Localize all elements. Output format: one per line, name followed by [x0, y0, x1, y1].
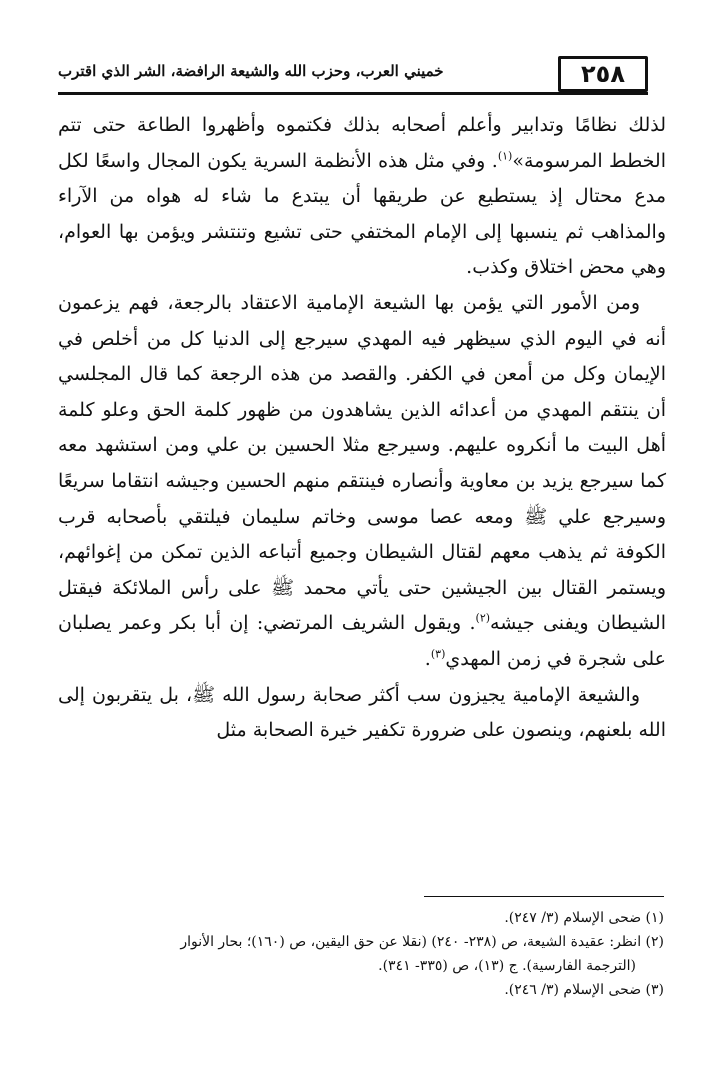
paragraph-2-end: .: [424, 647, 431, 670]
footnote-3: (٣) ضحى الإسلام (٣/ ٢٤٦).: [504, 982, 664, 998]
body-text: [58, 108, 666, 749]
page-number: ٢٥٨: [558, 56, 648, 92]
footnote-ref-1: (١): [497, 149, 513, 163]
paragraph-3: والشيعة الإمامية يجيزون سب أكثر صحابة رسول الله ﷺ، بل يتقربون إلى الله بلعنهم، وينصون على ضرورة تكفير خيرة الصحابة مثل: [58, 683, 666, 742]
footnote-rule: [424, 896, 664, 897]
footnote-ref-2: (٢): [475, 611, 491, 625]
page-header: [58, 56, 648, 92]
paragraph-1-rest: . وفي مثل هذه الأنظمة السرية يكون المجال واسعًا لكل مدع محتال إذ يستطيع عن طريقها أن يبتدع ما شاء له هواه من الآراء والمذاهب ثم ينسبها إلى الإمام المختفي حتى تشيع وتنتشر ويؤمن بها العوام، وهي محض اختلاق وكذب.: [58, 149, 666, 279]
header-rule: [58, 92, 648, 95]
footnote-ref-3: (٣): [430, 647, 446, 661]
footnotes: [58, 906, 664, 1002]
paragraph-1-text: لذلك نظامًا وتدابير وأعلم أصحابه بذلك فكتموه وأظهروا الطاعة حتى تتم الخطط المرسومة»: [58, 114, 666, 172]
running-title: خميني العرب، وحزب الله والشيعة الرافضة، الشر الذي اقترب: [58, 62, 444, 80]
paragraph-2: [58, 286, 666, 678]
footnote-1: (١) ضحى الإسلام (٣/ ٢٤٧).: [504, 910, 664, 926]
paragraph-2-text: ومن الأمور التي يؤمن بها الشيعة الإمامية الاعتقاد بالرجعة، فهم يزعمون أنه في اليوم الذي سيظهر فيه المهدي سيرجع إلى الدنيا كل من أخلص في الإيمان وكل من أمعن في الكفر. والقصد من هذه الرجعة كما قال المجلسي أن ينتقم المهدي من أعدائه الذين يشاهدون من ظهور كلمة الحق وعلو كلمة أهل البيت ما أنكروه عليهم. وسيرجع مثلا الحسين بن علي ومن استشهد معه كما سيرجع يزيد بن معاوية وأنصاره فينتقم منهم الحسين وجيشه انتقاما سريعًا وسيرجع علي ﷺ ومعه عصا موسى وخاتم سليمان فيلتقي بأصحابه قرب الكوفة ثم يذهب معهم لقتال الشيطان وجميع أتباعه الذين تمكن من إغوائهم، ويستمر القتال بين الجيشين حتى يأتي محمد ﷺ على رأس الملائكة فيقتل الشيطان ويفنى جيشه: [58, 291, 666, 635]
footnote-2: (٢) انظر: عقيدة الشيعة، ص (٢٣٨- ٢٤٠) (نقلا عن حق اليقين، ص (١٦٠)؛ بحار الأنوار: [180, 934, 664, 950]
paragraph-2-rest: . ويقول الشريف المرتضي: إن أبا بكر وعمر يصلبان على شجرة في زمن المهدي: [58, 612, 666, 670]
footnote-2-continued: (الترجمة الفارسية). ج (١٣)، ص (٣٣٥- ٣٤١).: [378, 958, 636, 974]
paragraph-1: [58, 108, 666, 286]
